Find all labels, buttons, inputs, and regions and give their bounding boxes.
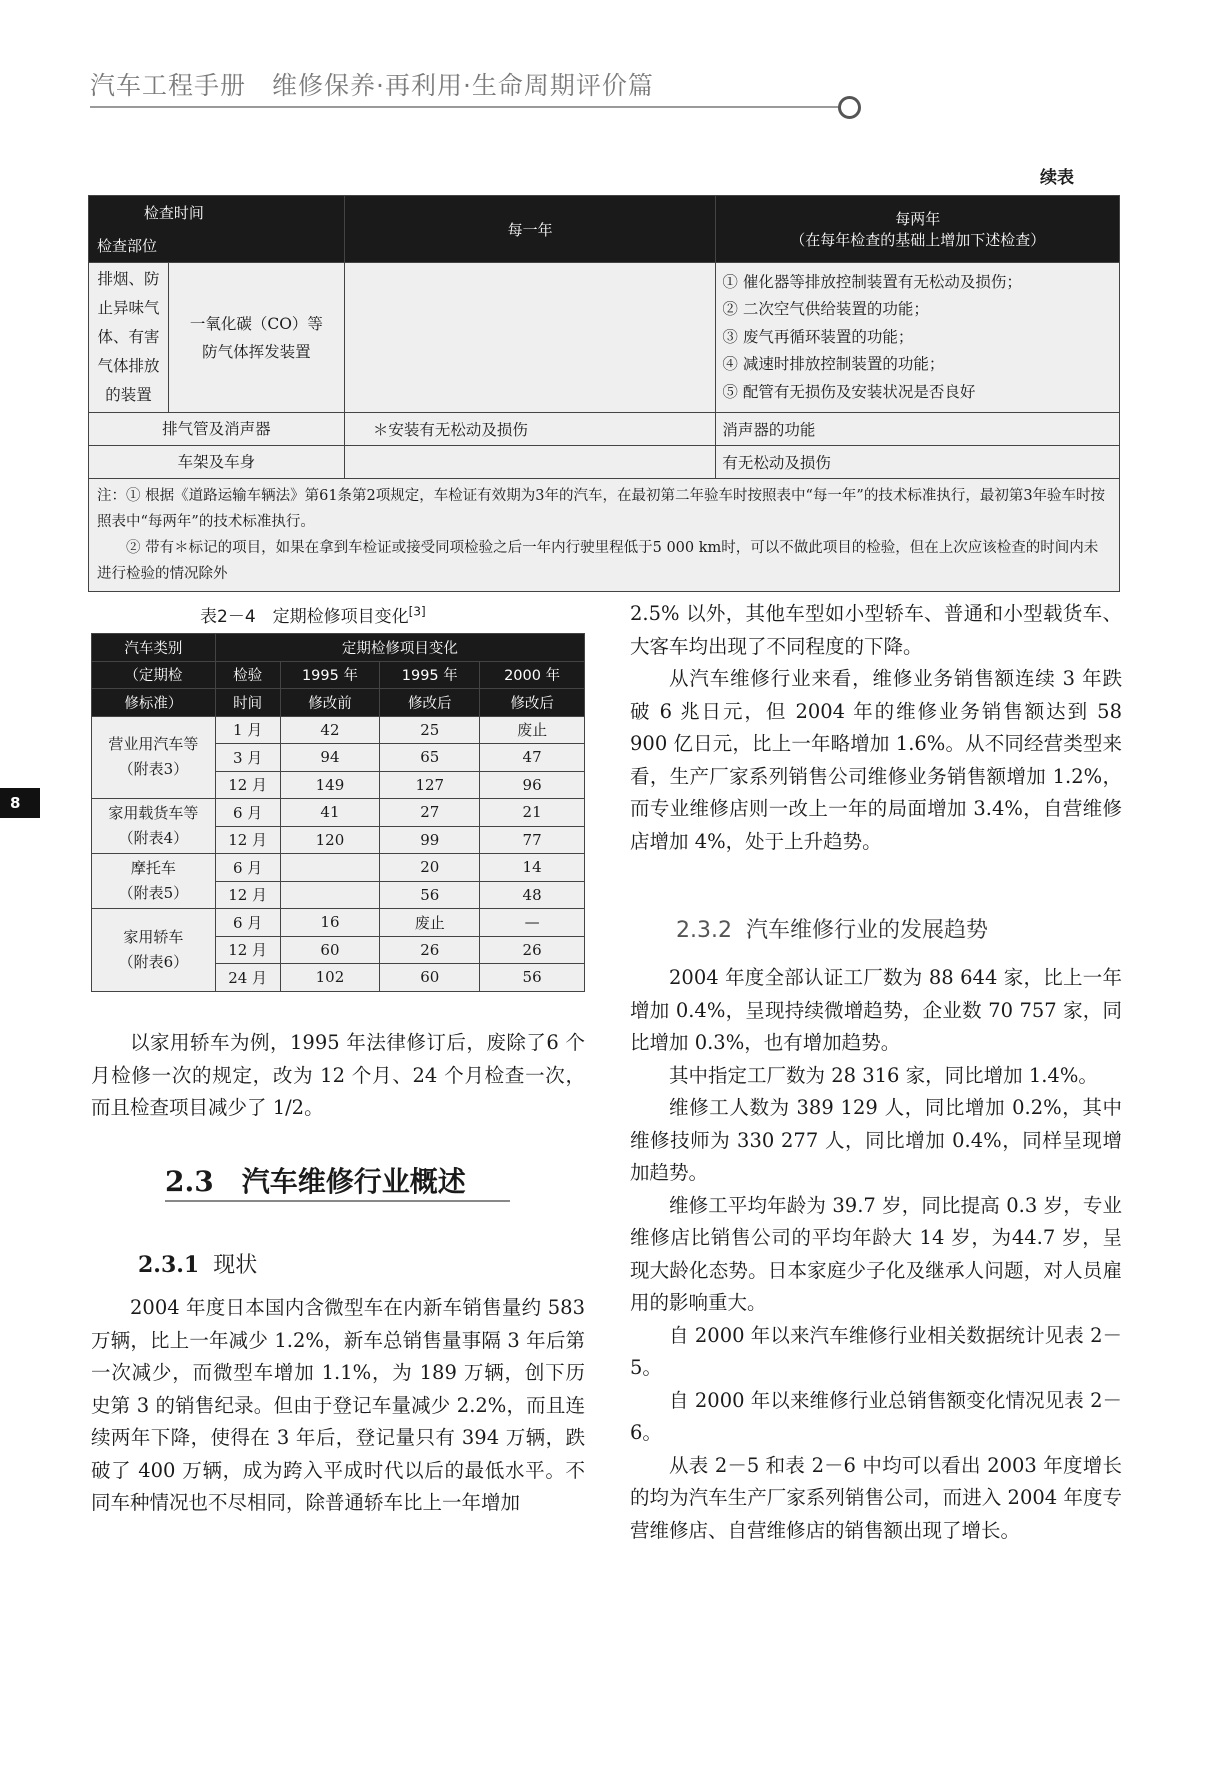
paragraph: 自 2000 年以来维修行业总销售额变化情况见表 2－6。 <box>630 1388 1122 1444</box>
table-cell: 3 月 <box>215 744 280 772</box>
table-cell: 120 <box>280 826 380 854</box>
category-name: 家用轿车 <box>123 927 184 946</box>
subsection-title: 汽车维修行业的发展趋势 <box>745 918 988 943</box>
row-biennial: 消声器的功能 <box>716 413 1120 446</box>
table-cell: 21 <box>480 799 585 827</box>
table-header-row <box>92 689 585 717</box>
table-cell: 20 <box>380 854 480 882</box>
category-ref: （附表4） <box>118 829 189 847</box>
table-cell: — <box>480 909 585 937</box>
table-cell: 48 <box>480 881 585 909</box>
table-cell <box>280 854 380 882</box>
table-cell: 废止 <box>480 716 585 744</box>
paragraph: 从表 2－5 和表 2－6 中均可以看出 2003 年度增长的均为汽车生产厂家系列销售公司，而进入 2004 年度专营维修店、自营维修店的销售额出现了增长。 <box>630 1453 1122 1542</box>
table-row <box>89 263 1120 413</box>
paragraph: 维修工平均年龄为 39.7 岁，同比提高 0.3 岁，专业维修店比销售公司的平均年龄大 14 岁，为44.7 岁，呈现大龄化态势。日本家庭少子化及继承人问题，对人员雇用的影响重大。 <box>630 1193 1122 1314</box>
table-cell: 6 月 <box>215 799 280 827</box>
table-cell: 废止 <box>380 909 480 937</box>
table-cell: 56 <box>380 881 480 909</box>
table-cell: 60 <box>380 964 480 992</box>
section-number: 2.3 <box>165 1165 214 1198</box>
paragraph: 2.5% 以外，其他车型如小型轿车、普通和小型载货车、大客车均出现了不同程度的下降。 <box>630 602 1122 658</box>
category-cell <box>92 854 216 909</box>
row-annual: ＊安装有无松动及损伤 <box>344 413 716 446</box>
continued-table-label: 续表 <box>1040 168 1074 188</box>
list-item: ④ 减速时排放控制装置的功能； <box>722 355 945 374</box>
paragraph: 以家用轿车为例，1995 年法律修订后，废除了6 个月检修一次的规定，改为 12 个月、24 个月检查一次，而且检查项目减少了 1/2。 <box>91 1031 585 1119</box>
table-row <box>92 799 585 827</box>
list-item: ⑤ 配管有无损伤及安装状况是否良好 <box>722 382 976 401</box>
left-column-bottom <box>91 1292 585 1520</box>
row-biennial-list <box>716 263 1120 413</box>
left-column-top <box>91 1027 585 1125</box>
paragraph: 2004 年度日本国内含微型车在内新车销售量约 583 万辆，比上一年减少 1.2%，新车总销售量事隔 3 年后第一次减少，而微型车增加 1.1%，为 189 万辆，创下历史第 3 的销售纪录。但由于登记车量减少 2.2%，而且连续两年下降，使得在 3 年后，登记量只有 394 万辆，跌破了 400 万辆，成为跨入平成时代以后的最低水平。不同车种情况也不尽相同，除普通轿车比上一年增加 <box>91 1296 585 1514</box>
paragraph: 维修工人数为 389 129 人，同比增加 0.2%，其中维修技师为 330 277 人，同比增加 0.4%，同样呈现增加趋势。 <box>630 1096 1122 1184</box>
table-row <box>89 446 1120 479</box>
table-cell: 26 <box>480 936 585 964</box>
header-rule <box>90 106 842 108</box>
header-col1: 修改前 <box>280 689 380 717</box>
header-col3: 2000 年 <box>480 661 585 689</box>
header-category: （定期检 <box>92 661 216 689</box>
table-cell: 96 <box>480 771 585 799</box>
table-cell: 26 <box>380 936 480 964</box>
header-inspection-time: 检查时间 <box>143 204 204 222</box>
table-cell: 127 <box>380 771 480 799</box>
right-column-top <box>630 598 1122 858</box>
header-col1: 1995 年 <box>280 661 380 689</box>
category-ref: （附表6） <box>118 952 189 971</box>
table-cell: 60 <box>280 936 380 964</box>
inspection-table <box>88 195 1120 592</box>
table-cell: 12 月 <box>215 936 280 964</box>
table-caption <box>200 602 426 627</box>
table-cell: 14 <box>480 854 585 882</box>
table-header-row <box>89 196 1120 263</box>
header-biennial <box>716 196 1120 263</box>
category-cell <box>92 716 216 799</box>
header-category: 修标准） <box>92 689 216 717</box>
category-name: 家用载货车等 <box>108 804 199 822</box>
paragraph: 2004 年度全部认证工厂数为 88 644 家，比上一年增加 0.4%，呈现持续微增趋势，企业数 70 757 家，同比增加 0.3%，也有增加趋势。 <box>630 966 1122 1054</box>
table-cell: 102 <box>280 964 380 992</box>
section-title: 汽车维修行业概述 <box>241 1165 466 1198</box>
header-inspection-part: 检查部位 <box>97 237 158 255</box>
header-biennial-line1: 每两年 <box>895 210 941 228</box>
header-col3: 修改后 <box>480 689 585 717</box>
list-item: ② 二次空气供给装置的功能； <box>722 300 929 319</box>
row-part: 排气管及消声器 <box>89 413 345 446</box>
table-cell: 42 <box>280 716 380 744</box>
table-notes <box>89 479 1120 592</box>
subsection-number: 2.3.1 <box>138 1252 200 1278</box>
list-item: ③ 废气再循环装置的功能； <box>722 327 914 346</box>
header-col2: 1995 年 <box>380 661 480 689</box>
table-cell: 47 <box>480 744 585 772</box>
table-row <box>89 413 1120 446</box>
table-cell: 12 月 <box>215 771 280 799</box>
row-part: 车架及车身 <box>89 446 345 479</box>
table-cell: 65 <box>380 744 480 772</box>
row-annual <box>344 263 716 413</box>
row-part: 排烟、防止异味气体、有害气体排放的装置 <box>89 263 169 413</box>
table-cell: 27 <box>380 799 480 827</box>
header-annual: 每一年 <box>344 196 716 263</box>
header-circle-ornament <box>838 96 861 119</box>
paragraph: 其中指定工厂数为 28 316 家，同比增加 1.4%。 <box>669 1063 1098 1087</box>
page-number-tab: 8 <box>0 788 40 818</box>
table-cell: 41 <box>280 799 380 827</box>
note-2: ② 带有＊标记的项目，如果在拿到车检证或接受同项检验之后一年内行驶里程低于5 000 km时，可以不做此项目的检验，但在上次应该检查的时间内未进行检验的情况除外 <box>97 540 1099 582</box>
table-cell: 149 <box>280 771 380 799</box>
section-heading <box>165 1160 466 1200</box>
header-col2: 修改后 <box>380 689 480 717</box>
category-ref: （附表5） <box>118 884 189 902</box>
table-row <box>92 716 585 744</box>
table-cell: 16 <box>280 909 380 937</box>
table-row <box>92 854 585 882</box>
header-biennial-line2: （在每年检查的基础上增加下述检查） <box>790 231 1046 249</box>
table-cell: 56 <box>480 964 585 992</box>
table-cell: 12 月 <box>215 826 280 854</box>
row-item: 一氧化碳（CO）等防气体挥发装置 <box>168 263 344 413</box>
header-interval: 时间 <box>215 689 280 717</box>
diagonal-header-cell <box>89 196 345 263</box>
row-annual <box>344 446 716 479</box>
category-ref: （附表3） <box>118 760 189 779</box>
table-cell <box>280 881 380 909</box>
header-title: 汽车工程手册 维修保养·再利用·生命周期评价篇 <box>90 71 654 100</box>
table-cell: 94 <box>280 744 380 772</box>
list-item: ① 催化器等排放控制装置有无松动及损伤； <box>722 272 1022 291</box>
paragraph: 自 2000 年以来汽车维修行业相关数据统计见表 2－5。 <box>630 1323 1122 1379</box>
section-underline <box>165 1200 510 1202</box>
table-caption-text: 表2－4 定期检修项目变化 <box>200 607 409 627</box>
subsection-heading <box>138 1248 257 1279</box>
header-group: 定期检修项目变化 <box>215 634 584 662</box>
category-cell <box>92 799 216 854</box>
table-cell: 6 月 <box>215 854 280 882</box>
running-header <box>90 66 870 126</box>
note-1: 注：① 根据《道路运输车辆法》第61条第2项规定，车检证有效期为3年的汽车，在最初第二年验车时按照表中“每一年”的技术标准执行，最初第3年验车时按照表中“每两年”的技术标准执行。 <box>97 488 1106 530</box>
header-interval: 检验 <box>215 661 280 689</box>
row-biennial: 有无松动及损伤 <box>716 446 1120 479</box>
table-cell: 6 月 <box>215 909 280 937</box>
subsection-title: 现状 <box>213 1253 258 1278</box>
table-cell: 99 <box>380 826 480 854</box>
table-caption-ref: [3] <box>408 604 426 619</box>
category-name: 摩托车 <box>130 859 176 877</box>
table-cell: 24 月 <box>215 964 280 992</box>
table-header-row <box>92 661 585 689</box>
header-category: 汽车类别 <box>92 634 216 662</box>
periodic-inspection-table <box>91 633 585 992</box>
paragraph: 从汽车维修行业来看，维修业务销售额连续 3 年跌破 6 兆日元，但 2004 年的维修业务销售额达到 58 900 亿日元，比上一年略增加 1.6%。从不同经营类型来看，生产厂家系列销售公司维修业务销售额增加 1.2%，而专业维修店则一改上一年的局面增加 3.4%，自营维修店增加 4%，处于上升趋势。 <box>630 667 1122 853</box>
right-column-bottom <box>630 962 1122 1547</box>
table-header-row <box>92 634 585 662</box>
table-cell: 1 月 <box>215 716 280 744</box>
table-cell: 77 <box>480 826 585 854</box>
table-note-row <box>89 479 1120 592</box>
table-row <box>92 909 585 937</box>
subsection-heading <box>676 913 988 944</box>
table-cell: 25 <box>380 716 480 744</box>
category-name: 营业用汽车等 <box>108 735 199 754</box>
subsection-number: 2.3.2 <box>676 918 732 943</box>
category-cell <box>92 909 216 992</box>
table-cell: 12 月 <box>215 881 280 909</box>
